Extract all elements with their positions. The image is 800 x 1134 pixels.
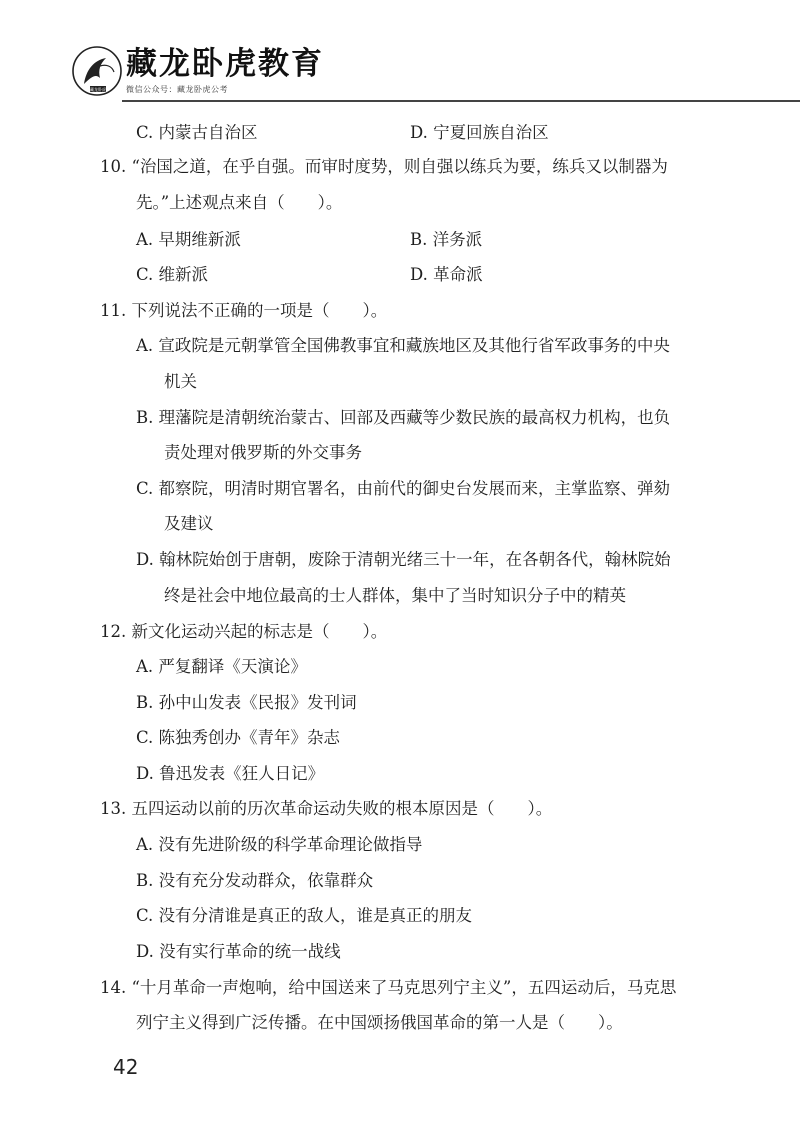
option-12d: D. 鲁迅发表《狂人日记》 xyxy=(136,764,325,783)
option-11a-cont: 机关 xyxy=(164,372,197,391)
brand-title: 藏龙卧虎教育 xyxy=(126,46,324,82)
option-13d: D. 没有实行革命的统一战线 xyxy=(136,942,341,961)
brand-subtitle: 微信公众号：藏龙卧虎公考 xyxy=(126,85,228,94)
question-11: 11. 下列说法不正确的一项是（ ）。 xyxy=(100,301,388,320)
option-13c: C. 没有分清谁是真正的敌人，谁是真正的朋友 xyxy=(136,906,473,925)
option-12b: B. 孙中山发表《民报》发刊词 xyxy=(136,693,357,712)
question-14: 14. “十月革命一声炮响，给中国送来了马克思列宁主义”，五四运动后，马克思 xyxy=(100,978,677,997)
question-10: 10. “治国之道，在乎自强。而审时度势，则自强以练兵为要，练兵又以制器为 xyxy=(100,157,668,176)
option-13b: B. 没有充分发动群众，依靠群众 xyxy=(136,871,374,890)
option-11d: D. 翰林院始创于唐朝，废除于清朝光绪三十一年，在各朝各代，翰林院始 xyxy=(136,550,671,569)
svg-text:藏龙卧虎: 藏龙卧虎 xyxy=(90,87,106,92)
option-10a: A. 早期维新派 xyxy=(136,230,241,249)
option-11a: A. 宣政院是元朝掌管全国佛教事宜和藏族地区及其他行省军政事务的中央 xyxy=(136,336,670,355)
option-11b-cont: 责处理对俄罗斯的外交事务 xyxy=(164,443,362,462)
option-9d: D. 宁夏回族自治区 xyxy=(410,123,549,142)
question-14-cont: 列宁主义得到广泛传播。在中国颂扬俄国革命的第一人是（ ）。 xyxy=(136,1013,623,1032)
option-9c: C. 内蒙古自治区 xyxy=(136,123,258,142)
page-header xyxy=(0,0,800,102)
option-11b: B. 理藩院是清朝统治蒙古、回部及西藏等少数民族的最高权力机构，也负 xyxy=(136,408,671,427)
option-10c: C. 维新派 xyxy=(136,265,209,284)
logo-icon xyxy=(70,44,124,98)
option-12a: A. 严复翻译《天演论》 xyxy=(136,657,307,676)
option-10d: D. 革命派 xyxy=(410,265,483,284)
option-10b: B. 洋务派 xyxy=(410,230,483,249)
page-number: 42 xyxy=(113,1055,139,1079)
option-13a: A. 没有先进阶级的科学革命理论做指导 xyxy=(136,835,423,854)
option-12c: C. 陈独秀创办《青年》杂志 xyxy=(136,728,341,747)
option-11c: C. 都察院，明清时期官署名，由前代的御史台发展而来，主掌监察、弹劾 xyxy=(136,479,671,498)
question-10-cont: 先。”上述观点来自（ ）。 xyxy=(136,193,343,212)
header-rule xyxy=(122,100,800,102)
question-13: 13. 五四运动以前的历次革命运动失败的根本原因是（ ）。 xyxy=(100,799,553,818)
option-11c-cont: 及建议 xyxy=(164,514,214,533)
question-12: 12. 新文化运动兴起的标志是（ ）。 xyxy=(100,622,388,641)
option-11d-cont: 终是社会中地位最高的士人群体，集中了当时知识分子中的精英 xyxy=(164,586,626,605)
